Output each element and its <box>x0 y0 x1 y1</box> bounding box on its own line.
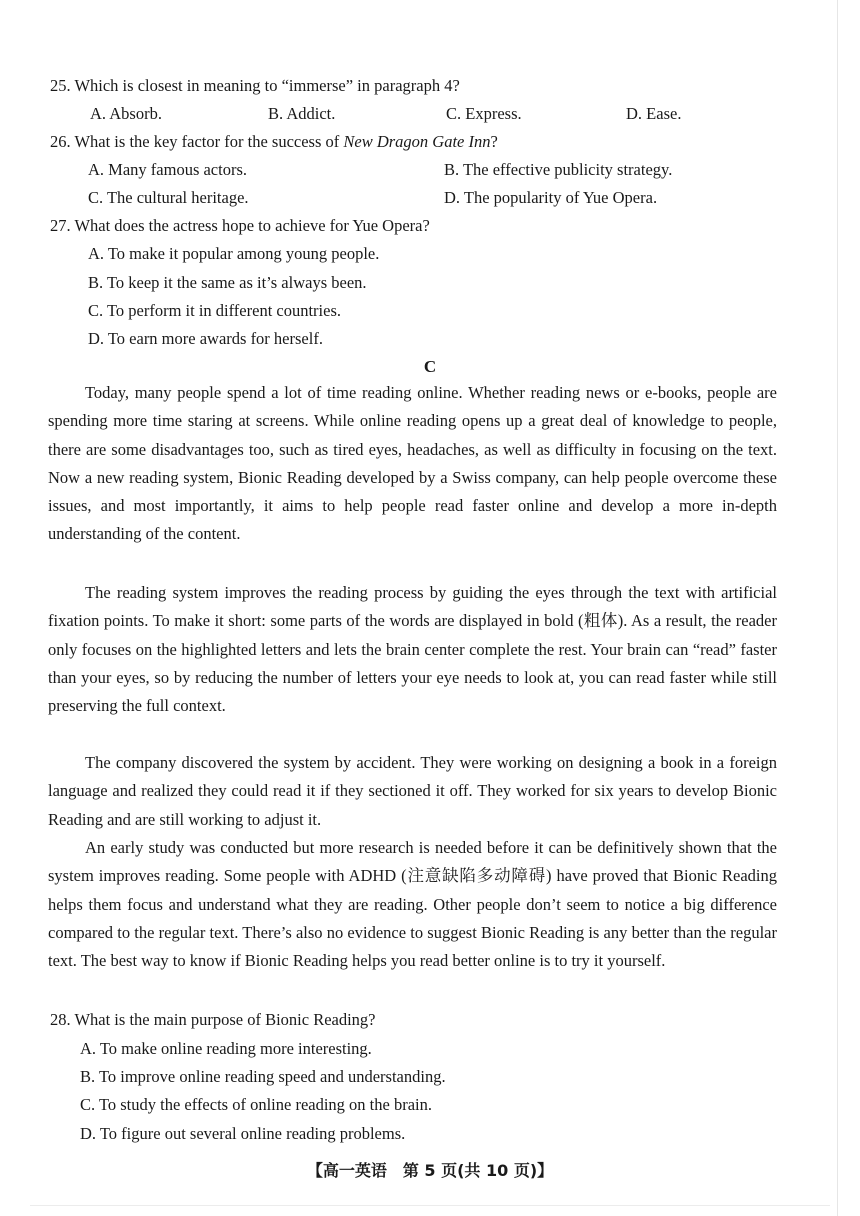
question-27-stem: 27. What does the actress hope to achieve for Yue Opera? <box>50 216 430 235</box>
question-28-option-b: B. To improve online reading speed and understanding. <box>80 1067 446 1086</box>
question-27-option-a: A. To make it popular among young people. <box>88 244 380 263</box>
question-26-stem-suffix: ? <box>490 132 498 151</box>
passage-paragraph-4: An early study was conducted but more research is needed before it can be definitively shown that the system improves reading. Some people with ADHD (注意缺陷多动障碍) have proved that Bionic Reading helps them focus and understand what they are reading. Other people don’t seem to notice a big difference compared to the regular text. There’s also no evidence to suggest Bionic Reading is any better than the regular text. The best way to know if Bionic Reading helps you read better online is to try it yourself. <box>48 838 777 971</box>
question-26-option-d: D. The popularity of Yue Opera. <box>444 188 658 207</box>
question-25-stem: 25. Which is closest in meaning to “immerse” in paragraph 4? <box>50 76 460 95</box>
question-26-stem <box>50 132 498 152</box>
question-27-option-b: B. To keep it the same as it’s always been. <box>88 273 367 292</box>
question-26-option-b: B. The effective publicity strategy. <box>444 160 673 179</box>
question-28-option-c: C. To study the effects of online reading on the brain. <box>80 1095 432 1114</box>
question-27-option-d: D. To earn more awards for herself. <box>88 329 323 348</box>
question-28-option-a: A. To make online reading more interesting. <box>80 1039 372 1058</box>
section-c-heading: C <box>423 357 437 376</box>
question-28-stem: 28. What is the main purpose of Bionic Reading? <box>50 1010 376 1029</box>
passage-paragraph-3: The company discovered the system by accident. They were working on designing a book in a foreign language and realized they could read it if they sectioned it off. They worked for six years to develop Bionic Reading and are still working to adjust it. <box>48 753 777 829</box>
question-28-option-d: D. To figure out several online reading problems. <box>80 1124 406 1143</box>
page-footer: 【高一英语 第 5 页(共 10 页)】 <box>306 1161 554 1180</box>
scan-bottom-line <box>30 1205 830 1206</box>
question-26-option-c: C. The cultural heritage. <box>88 188 249 207</box>
question-26-option-a: A. Many famous actors. <box>88 160 248 179</box>
question-25-option-a: A. Absorb. <box>90 104 162 123</box>
question-25-option-d: D. Ease. <box>626 104 682 123</box>
question-26-stem-title: New Dragon Gate Inn <box>343 132 491 151</box>
scan-edge-line <box>837 0 838 1216</box>
passage-paragraph-1: Today, many people spend a lot of time reading online. Whether reading news or e-books, people are spending more time staring at screens. While online reading opens up a great deal of knowledge to people, there are some disadvantages too, such as tired eyes, headaches, as well as difficulty in focusing on the text. Now a new reading system, Bionic Reading developed by a Swiss company, can help people overcome these issues, and most importantly, it aims to help people read faster online and develop a more in-depth understanding of the content. <box>48 383 777 544</box>
question-27-option-c: C. To perform it in different countries. <box>88 301 342 320</box>
question-26-stem-prefix: 26. What is the key factor for the success of <box>50 132 344 151</box>
question-25-option-b: B. Addict. <box>268 104 336 123</box>
passage-paragraph-2: The reading system improves the reading process by guiding the eyes through the text with artificial fixation points. To make it short: some parts of the words are displayed in bold (粗体). As a result, the reader only focuses on the highlighted letters and lets the brain center complete the rest. Your brain can “read” faster than your eyes, so by reducing the number of letters your eye needs to look at, you can read faster while still preserving the full context. <box>48 583 777 716</box>
question-25-option-c: C. Express. <box>446 104 522 123</box>
